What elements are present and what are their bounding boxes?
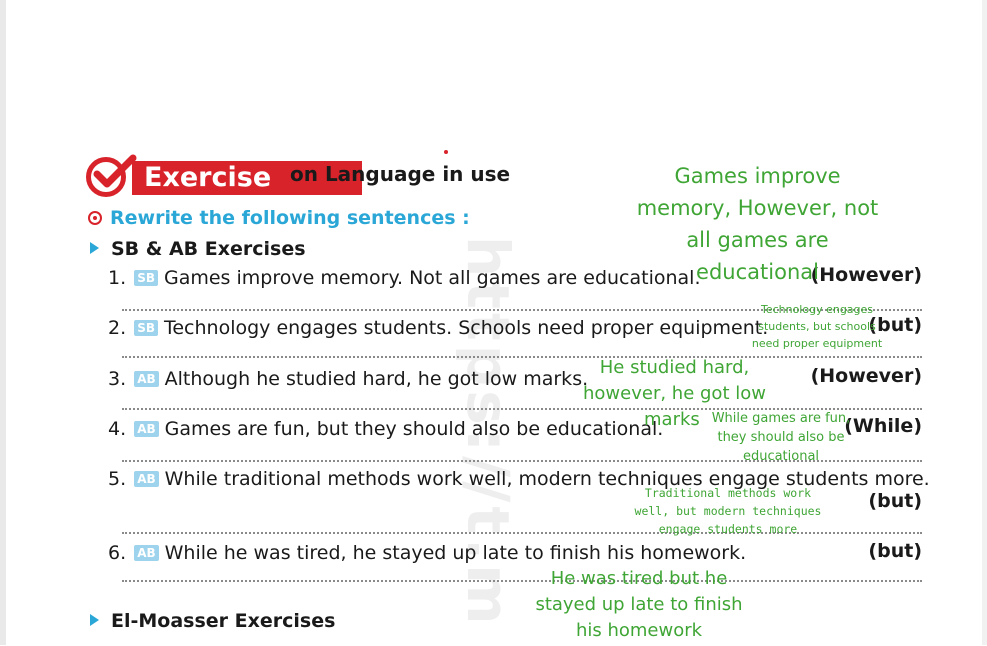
source-tag: SB [134, 320, 158, 336]
question-number: 5. [108, 468, 127, 490]
question-6-cue: (but) [868, 540, 922, 562]
answer-line: students, but schools [758, 320, 876, 333]
answer-line-2 [122, 356, 922, 358]
question-text: Games improve memory. Not all games are educational. [163, 267, 701, 289]
question-1-cue: (However) [810, 264, 922, 286]
exercise-subtitle: on Language in use [290, 162, 511, 186]
answer-line: educational [696, 260, 819, 284]
question-text: While he was tired, he stayed up late to finish his homework. [164, 542, 747, 564]
answer-line: all games are [686, 228, 829, 252]
section-heading-el-moasser [90, 610, 335, 632]
question-text: Games are fun, but they should also be educational. [164, 418, 664, 440]
question-number: 2. [108, 317, 127, 339]
instruction [88, 207, 470, 229]
page-left-edge [0, 0, 6, 645]
question-2-cue: (but) [868, 314, 922, 336]
answer-line: Games improve [674, 164, 841, 188]
handwritten-answer-4 [702, 409, 860, 466]
question-2 [108, 317, 768, 339]
answer-line: Technology engages [760, 303, 874, 316]
question-text: Although he studied hard, he got low marks. [164, 368, 589, 390]
answer-line: Traditional methods work [644, 486, 812, 500]
answer-line: however, he got low [583, 383, 766, 404]
question-3 [108, 368, 588, 390]
question-text: Technology engages students. Schools need proper equipment. [163, 317, 769, 339]
question-6 [108, 542, 746, 564]
section-heading-text: El-Moasser Exercises [111, 610, 336, 632]
answer-line: need proper equipment [751, 337, 883, 350]
answer-line: He was tired but he [550, 568, 728, 589]
question-5-cue: (but) [868, 490, 922, 512]
handwritten-answer-5 [628, 484, 828, 538]
source-tag: AB [134, 371, 158, 387]
page-right-edge [982, 0, 987, 645]
answer-line: his homework [575, 620, 703, 641]
answer-line: educational [742, 449, 820, 464]
triangle-bullet-icon [90, 242, 99, 254]
question-text: While traditional methods work well, modern techniques engage students more. [164, 468, 930, 490]
exercise-title: Exercise [132, 161, 362, 195]
ink-dot [444, 150, 448, 154]
question-number: 4. [108, 418, 127, 440]
answer-line-6 [122, 580, 922, 582]
answer-line: He studied hard, [599, 357, 750, 378]
watermark: https://t.m [454, 236, 522, 629]
section-heading-text: SB & AB Exercises [111, 238, 306, 260]
source-tag: AB [134, 421, 158, 437]
target-bullet-icon [88, 211, 102, 225]
answer-line: While games are fun, [711, 411, 851, 426]
answer-line: engage students more [658, 522, 798, 536]
handwritten-answer-2 [742, 301, 892, 352]
handwritten-answer-6 [528, 566, 750, 644]
triangle-bullet-icon [90, 614, 99, 626]
source-tag: SB [134, 270, 158, 286]
question-number: 3. [108, 368, 127, 390]
answer-line: memory, However, not [636, 196, 879, 220]
question-number: 6. [108, 542, 127, 564]
answer-line: stayed up late to finish [535, 594, 743, 615]
source-tag: AB [134, 545, 158, 561]
instruction-text: Rewrite the following sentences : [110, 207, 470, 229]
answer-line: they should also be [717, 430, 845, 445]
question-1 [108, 267, 701, 289]
question-4-cue: (While) [844, 415, 922, 437]
section-heading-sb-ab [90, 238, 306, 260]
question-3-cue: (However) [810, 365, 922, 387]
source-tag: AB [134, 471, 158, 487]
answer-line: well, but modern techniques [634, 504, 822, 518]
checkmark-icon [86, 157, 126, 197]
answer-line: marks [644, 409, 700, 430]
question-number: 1. [108, 267, 127, 289]
handwritten-answer-1 [625, 160, 890, 288]
